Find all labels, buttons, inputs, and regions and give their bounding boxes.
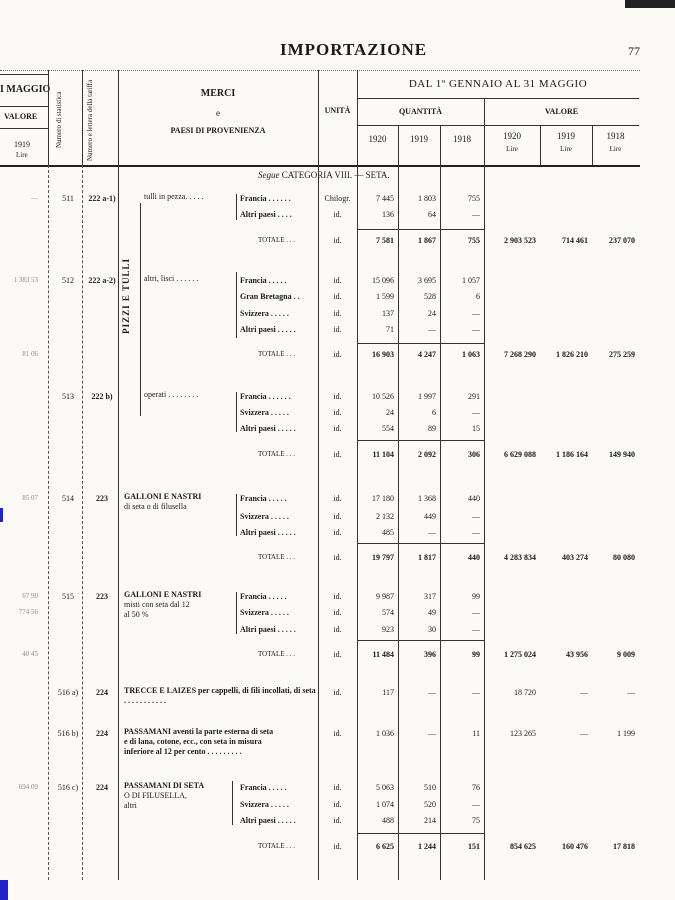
- value-q1919: 510: [424, 783, 436, 792]
- unit-label: id.: [333, 608, 342, 617]
- value-v1919: 1 186 164: [556, 450, 588, 459]
- tariff-number: 223: [96, 592, 108, 601]
- value-q1919: —: [428, 729, 436, 738]
- paese-label: Svizzera . . . . .: [240, 512, 289, 521]
- binding-mark-bottom: [0, 880, 8, 900]
- value-q1920: 19 797: [372, 553, 394, 562]
- value-q1920: 24: [386, 408, 394, 417]
- merce-label-2: O DI FILUSELLA,: [124, 791, 187, 800]
- value-q1919: 528: [424, 292, 436, 301]
- categoria-label: CATEGORIA VIII. — SETA.: [281, 170, 390, 180]
- header-num-tariffa: Numero e lettera della tariffa: [86, 79, 94, 161]
- unit-label: id.: [333, 688, 342, 697]
- value-q1918: 440: [468, 494, 480, 503]
- merce-label-2: di seta o di filusella: [124, 502, 187, 511]
- header-lire-1918: Lire: [609, 145, 622, 153]
- value-v1920: 854 625: [510, 842, 536, 851]
- value-q1918: —: [472, 800, 480, 809]
- tariff-number: 224: [96, 783, 108, 792]
- value-q1918: —: [472, 625, 480, 634]
- unit-label: id.: [333, 309, 342, 318]
- value-q1920: 574: [382, 608, 394, 617]
- merce-label-3: al 50 %: [124, 610, 149, 619]
- value-q1920: 136: [382, 210, 394, 219]
- left-margin-fragment: 774 56: [18, 608, 38, 616]
- paese-label: Francia . . . . .: [240, 783, 287, 792]
- paese-label: Francia . . . . .: [240, 276, 287, 285]
- value-q1920: 1 599: [376, 292, 394, 301]
- stat-number: 515: [62, 592, 74, 601]
- stat-number: 512: [62, 276, 74, 285]
- header-merci: MERCI: [200, 88, 236, 99]
- left-margin-fragment: 1 383 53: [13, 276, 38, 284]
- value-q1920: 17 180: [372, 494, 394, 503]
- value-q1919: 2 092: [418, 450, 436, 459]
- value-v1919: —: [580, 729, 588, 738]
- value-q1918: —: [472, 688, 480, 697]
- value-q1919: —: [428, 688, 436, 697]
- paese-label: Altri paesi . . . . .: [240, 625, 296, 634]
- paese-label: Gran Bretagna . .: [240, 292, 300, 301]
- paese-label: Altri paesi . . . . .: [240, 528, 296, 537]
- unit-label: id.: [333, 650, 342, 659]
- value-v1918: 275 259: [609, 350, 635, 359]
- paese-label: Francia . . . . . .: [240, 194, 291, 203]
- paese-label: Svizzera . . . . .: [240, 309, 289, 318]
- stat-number: 516 c): [57, 783, 79, 792]
- value-q1918: 440: [468, 553, 480, 562]
- value-v1918: 9 009: [617, 650, 635, 659]
- merce-label-3: altri: [124, 801, 137, 810]
- value-q1919: 49: [428, 608, 436, 617]
- totale-label: TOTALE . . .: [258, 450, 296, 458]
- paese-label: Altri paesi . . . . .: [240, 816, 296, 825]
- value-q1920: 117: [382, 688, 394, 697]
- value-v1919: 714 461: [562, 236, 588, 245]
- value-q1920: 71: [386, 325, 394, 334]
- value-q1919: 64: [428, 210, 436, 219]
- left-margin-fragment: 40 45: [22, 650, 38, 658]
- value-q1920: 488: [382, 816, 394, 825]
- value-q1920: 485: [382, 528, 394, 537]
- stat-number: 513: [62, 392, 74, 401]
- merce-label-2: misti con seta dal 12: [124, 600, 190, 609]
- header-year-v1920: 1920: [503, 131, 521, 141]
- value-q1920: 7 445: [376, 194, 394, 203]
- value-v1920: 7 268 290: [504, 350, 536, 359]
- value-q1918: —: [472, 608, 480, 617]
- value-q1919: 1 368: [418, 494, 436, 503]
- value-v1918: 17 818: [613, 842, 635, 851]
- totale-label: TOTALE . . .: [258, 842, 296, 850]
- paese-label: Altri paesi . . . .: [240, 210, 292, 219]
- tariff-number: 222 a-1): [88, 194, 116, 203]
- value-q1920: 9 987: [376, 592, 394, 601]
- unit-label: id.: [333, 292, 342, 301]
- value-q1920: 554: [382, 424, 394, 433]
- header-paesi: PAESI DI PROVENIENZA: [170, 126, 266, 135]
- merce-label: operati . . . . . . . .: [144, 390, 199, 399]
- paese-label: Svizzera . . . . .: [240, 800, 289, 809]
- value-v1919: —: [580, 688, 588, 697]
- paese-label: Svizzera . . . . .: [240, 408, 289, 417]
- left-margin-fragment: —: [31, 194, 38, 202]
- value-v1918: 237 070: [609, 236, 635, 245]
- tariff-number: 222 b): [91, 392, 113, 401]
- value-q1918: 755: [468, 194, 480, 203]
- merce-label: altri, lisci . . . . . .: [144, 274, 199, 283]
- value-v1918: 149 940: [609, 450, 635, 459]
- unit-label: id.: [333, 816, 342, 825]
- value-q1918: 6: [476, 292, 480, 301]
- left-fragment-year: 1919: [14, 140, 30, 149]
- value-q1919: 214: [424, 816, 436, 825]
- paese-label: Francia . . . . . .: [240, 392, 291, 401]
- value-q1918: —: [472, 309, 480, 318]
- value-v1919: 403 274: [562, 553, 588, 562]
- unit-label: id.: [333, 450, 342, 459]
- value-v1919: 160 476: [562, 842, 588, 851]
- binding-mark-top: [0, 508, 3, 522]
- tariff-number: 223: [96, 494, 108, 503]
- value-q1920: 10 526: [372, 392, 394, 401]
- header-lire-1920: Lire: [506, 145, 518, 153]
- totale-label: TOTALE . . .: [258, 650, 296, 658]
- merce-label: PASSAMANI DI SETA: [124, 781, 205, 790]
- merce-label: GALLONI E NASTRI: [124, 590, 202, 599]
- value-v1918: 1 199: [617, 729, 635, 738]
- merce-label-2: e di lana, cotone, ecc., con seta in misura: [124, 737, 262, 746]
- unit-label: id.: [333, 592, 342, 601]
- paese-label: Altri paesi . . . . .: [240, 325, 296, 334]
- value-q1920: 6 625: [376, 842, 394, 851]
- value-q1918: 76: [472, 783, 480, 792]
- value-q1918: 755: [468, 236, 480, 245]
- header-year-q1920: 1920: [368, 134, 387, 144]
- value-q1919: 1 817: [418, 553, 436, 562]
- value-q1918: 99: [472, 592, 480, 601]
- value-q1918: 11: [472, 729, 480, 738]
- left-margin-fragment: 694 09: [18, 783, 38, 791]
- value-q1919: 89: [428, 424, 436, 433]
- pizzi-tulli-label: PIZZI E TULLI: [121, 258, 131, 334]
- paese-label: Altri paesi . . . . .: [240, 424, 296, 433]
- value-q1919: 1 867: [418, 236, 436, 245]
- value-q1918: 99: [472, 650, 480, 659]
- header-num-stat: Numero di statistica: [55, 91, 63, 149]
- value-v1920: 18 720: [514, 688, 536, 697]
- tariff-number: 224: [96, 688, 108, 697]
- value-q1919: 1 997: [418, 392, 436, 401]
- stat-number: 511: [62, 194, 74, 203]
- header-period: DAL 1º GENNAIO AL 31 MAGGIO: [408, 78, 588, 90]
- header-year-q1919: 1919: [410, 134, 428, 144]
- paese-label: Francia . . . . .: [240, 494, 287, 503]
- value-q1918: 1 057: [462, 276, 480, 285]
- left-margin-fragment: 85 07: [22, 494, 38, 502]
- value-q1919: —: [428, 325, 436, 334]
- left-fragment-valore: VALORE: [4, 112, 38, 121]
- merce-label-3: inferiore al 12 per cento . . . . . . . . .: [124, 747, 242, 756]
- unit-label: id.: [333, 783, 342, 792]
- unit-label: id.: [333, 276, 342, 285]
- value-q1919: 3 695: [418, 276, 436, 285]
- header-quantita: QUANTITÀ: [398, 107, 443, 116]
- value-q1919: 1 244: [418, 842, 436, 851]
- value-q1919: 4 247: [418, 350, 436, 359]
- value-q1920: 7 581: [376, 236, 394, 245]
- value-q1919: 1 803: [418, 194, 436, 203]
- left-fragment-title: I MAGGIO: [0, 84, 51, 95]
- value-q1918: 15: [472, 424, 480, 433]
- unit-label: id.: [333, 494, 342, 503]
- value-q1918: 1 063: [462, 350, 480, 359]
- header-year-v1919: 1919: [557, 131, 575, 141]
- value-q1920: 5 063: [376, 783, 394, 792]
- page-number: 77: [628, 44, 640, 58]
- merce-label: GALLONI E NASTRI: [124, 492, 202, 501]
- page-corner-mark: [625, 0, 675, 8]
- header-unita: UNITÀ: [324, 106, 351, 115]
- value-q1919: 24: [428, 309, 436, 318]
- unit-label: id.: [333, 800, 342, 809]
- left-margin-fragment: 81 06: [22, 350, 38, 358]
- value-v1919: 43 956: [566, 650, 588, 659]
- unit-label: id.: [333, 408, 342, 417]
- value-v1919: 1 826 210: [556, 350, 588, 359]
- value-v1918: —: [627, 688, 635, 697]
- value-v1920: 6 629 088: [504, 450, 536, 459]
- value-q1920: 11 104: [372, 450, 394, 459]
- paese-label: Svizzera . . . . .: [240, 608, 289, 617]
- value-q1918: 151: [468, 842, 480, 851]
- value-q1919: 396: [424, 650, 436, 659]
- value-q1920: 16 903: [372, 350, 394, 359]
- category-title: [258, 170, 390, 180]
- header-lire-1919: Lire: [560, 145, 572, 153]
- value-q1918: —: [472, 408, 480, 417]
- value-v1920: 4 283 834: [504, 553, 536, 562]
- unit-label: id.: [333, 350, 342, 359]
- merce-label: tulli in pezza. . . . .: [144, 192, 204, 201]
- value-v1920: 123 265: [510, 729, 536, 738]
- left-fragment-lire: Lire: [16, 151, 28, 159]
- unit-label: id.: [333, 236, 342, 245]
- value-q1919: 317: [424, 592, 436, 601]
- header-year-v1918: 1918: [606, 131, 625, 141]
- value-q1920: 137: [382, 309, 394, 318]
- tariff-number: 222 a-2): [88, 276, 116, 285]
- value-q1918: —: [472, 325, 480, 334]
- value-v1920: 2 903 523: [504, 236, 536, 245]
- unit-label: id.: [333, 528, 342, 537]
- unit-label: id.: [333, 210, 342, 219]
- merce-label: TRECCE E LAIZES per cappelli, di fili incollati, di seta . . . . . . . . . . .: [124, 686, 316, 705]
- unit-label: id.: [333, 729, 342, 738]
- paese-label: Francia . . . . .: [240, 592, 287, 601]
- totale-label: TOTALE . . .: [258, 553, 296, 561]
- segue-label: Segue: [258, 170, 280, 180]
- value-q1919: 520: [424, 800, 436, 809]
- unit-label: id.: [333, 625, 342, 634]
- value-q1919: 449: [424, 512, 436, 521]
- value-q1920: 15 096: [372, 276, 394, 285]
- value-q1919: —: [428, 528, 436, 537]
- header-year-q1918: 1918: [453, 134, 471, 144]
- value-q1918: 75: [472, 816, 480, 825]
- value-q1920: 923: [382, 625, 394, 634]
- unit-label: id.: [333, 424, 342, 433]
- page-title: IMPORTAZIONE: [280, 40, 428, 59]
- tariff-number: 224: [96, 729, 108, 738]
- value-q1920: 11 484: [372, 650, 394, 659]
- merce-label: PASSAMANI aventi la parte esterna di seta: [124, 727, 274, 736]
- value-q1920: 2 132: [376, 512, 394, 521]
- unit-label: id.: [333, 392, 342, 401]
- unit-label: id.: [333, 325, 342, 334]
- value-q1919: 6: [432, 408, 436, 417]
- unit-label: id.: [333, 512, 342, 521]
- stat-number: 516 b): [57, 729, 79, 738]
- unit-label: id.: [333, 842, 342, 851]
- value-q1918: —: [472, 512, 480, 521]
- stat-number: 516 a): [57, 688, 79, 697]
- header-valore: VALORE: [544, 107, 579, 116]
- unit-label: id.: [333, 553, 342, 562]
- header-e: e: [216, 108, 220, 118]
- totale-label: TOTALE . . .: [258, 236, 296, 244]
- value-q1918: 306: [468, 450, 480, 459]
- value-q1918: 291: [468, 392, 480, 401]
- unit-label: Chilogr.: [324, 194, 351, 203]
- totale-label: TOTALE . . .: [258, 350, 296, 358]
- value-q1918: —: [472, 528, 480, 537]
- value-v1918: 80 080: [613, 553, 635, 562]
- value-v1920: 1 275 024: [504, 650, 536, 659]
- value-q1920: 1 036: [376, 729, 394, 738]
- value-q1919: 30: [428, 625, 436, 634]
- left-margin-fragment: 67 90: [22, 592, 38, 600]
- value-q1920: 1 074: [376, 800, 394, 809]
- value-q1918: —: [472, 210, 480, 219]
- stat-number: 514: [62, 494, 74, 503]
